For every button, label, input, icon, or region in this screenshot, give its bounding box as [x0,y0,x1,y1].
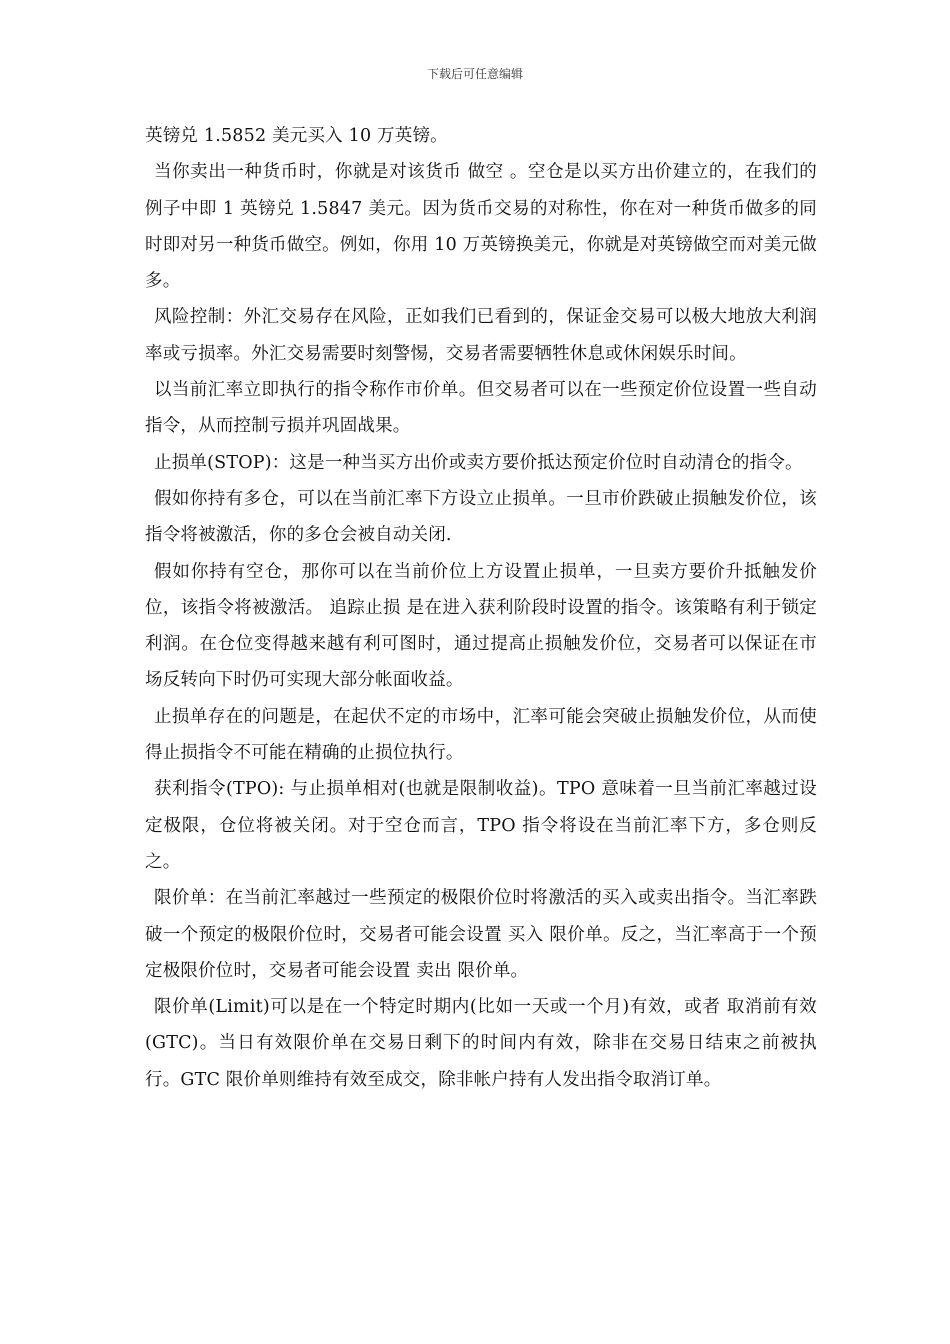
paragraph: 当你卖出一种货币时，你就是对该货币 做空 。空仓是以买方出价建立的，在我们的例子中即 1 英镑兑 1.5847 美元。因为货币交易的对称性，你在对一种货币做多的同时即对另一种货币做空。例如，你用 10 万英镑换美元，你就是对英镑做空而对美元做多。 [145,162,817,292]
paragraph: 风险控制：外汇交易存在风险，正如我们已看到的，保证金交易可以极大地放大利润率或亏损率。外汇交易需要时刻警惕，交易者需要牺牲休息或休闲娱乐时间。 [145,307,817,364]
paragraph: 假如你持有空仓，那你可以在当前价位上方设置止损单，一旦卖方要价升抵触发价位，该指令将被激活。 追踪止损 是在进入获利阶段时设置的指令。该策略有利于锁定利润。在仓位变得越来越有利可图时，通过提高止损触发价位，交易者可以保证在市场反转向下时仍可实现大部分帐面收益。 [145,561,817,691]
paragraph: 英镑兑 1.5852 美元买入 10 万英镑。 [145,126,448,146]
paragraph: 以当前汇率立即执行的指令称作市价单。但交易者可以在一些预定价位设置一些自动指令，从而控制亏损并巩固战果。 [145,380,817,437]
paragraph: 止损单存在的问题是，在起伏不定的市场中，汇率可能会突破止损触发价位，从而使得止损指令不可能在精确的止损位执行。 [145,706,817,764]
paragraph: 限价单：在当前汇率越过一些预定的极限价位时将激活的买入或卖出指令。当汇率跌破一个预定的极限价位时，交易者可能会设置 买入 限价单。反之，当汇率高于一个预定极限价位时，交易者可能会设置 卖出 限价单。 [145,888,817,981]
page-header: 下载后可任意编辑 [426,67,523,81]
paragraph: 限价单(Limit)可以是在一个特定时期内(比如一天或一个月)有效，或者 取消前有效 (GTC)。当日有效限价单在交易日剩下的时间内有效，除非在交易日结束之前被执行。GTC 限价单则维持有效至成交，除非帐户持有人发出指令取消订单。 [145,997,817,1090]
paragraph: 止损单(STOP)：这是一种当买方出价或卖方要价抵达预定价位时自动清仓的指令。 [154,452,803,473]
document-body [145,118,817,1098]
paragraph: 假如你持有多仓，可以在当前汇率下方设立止损单。一旦市价跌破止损触发价位，该指令将被激活，你的多仓会被自动关闭. [145,488,817,546]
paragraph: 获利指令(TPO): 与止损单相对(也就是限制收益)。TPO 意味着一旦当前汇率越过设定极限，仓位将被关闭。对于空仓而言，TPO 指令将设在当前汇率下方，多仓则反之。 [145,779,817,872]
